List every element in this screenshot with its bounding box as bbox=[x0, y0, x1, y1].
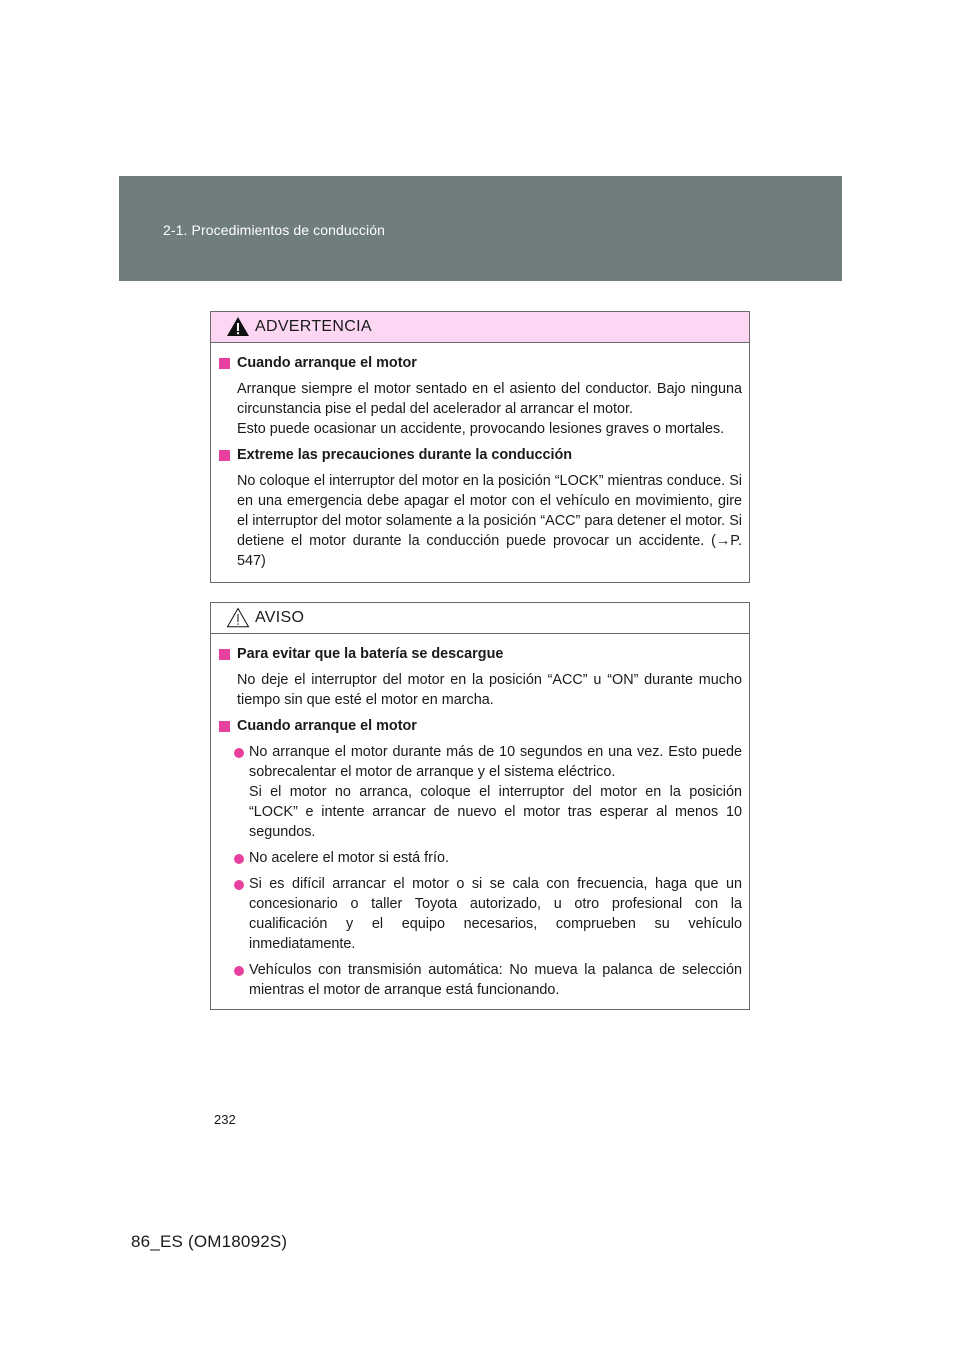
circle-bullet-icon bbox=[234, 966, 244, 976]
warning-item-title: Cuando arranque el motor bbox=[219, 353, 742, 373]
square-marker-icon bbox=[219, 450, 230, 461]
square-marker-icon bbox=[219, 358, 230, 369]
warning-triangle-outline-icon bbox=[226, 607, 250, 628]
list-item: No acelere el motor si está frío. bbox=[219, 848, 742, 868]
page-number: 232 bbox=[214, 1112, 236, 1127]
circle-bullet-icon bbox=[234, 748, 244, 758]
list-item: No arranque el motor durante más de 10 segundos en una vez. Esto puede sobrecalentar el motor de arranque y el sistema eléctrico. Si el motor no arranca, coloque el interruptor del motor en la posición “LOCK” e intente arrancar de nuevo el motor tras esperar al menos 10 segundos. bbox=[219, 742, 742, 842]
notice-box-header bbox=[211, 603, 749, 634]
notice-box bbox=[210, 602, 750, 1010]
document-code: 86_ES (OM18092S) bbox=[131, 1232, 288, 1251]
circle-bullet-icon bbox=[234, 854, 244, 864]
notice-item-title: Cuando arranque el motor bbox=[219, 716, 742, 736]
section-header-bar bbox=[119, 176, 842, 281]
warning-box bbox=[210, 311, 750, 583]
warning-heading: ADVERTENCIA bbox=[255, 318, 372, 335]
warning-triangle-filled-icon bbox=[226, 316, 250, 337]
notice-item-title: Para evitar que la batería se descargue bbox=[219, 644, 742, 664]
list-item: Vehículos con transmisión automática: No mueva la palanca de selección mientras el motor de arranque está funcionando. bbox=[219, 960, 742, 1000]
notice-heading: AVISO bbox=[255, 609, 305, 626]
square-marker-icon bbox=[219, 721, 230, 732]
notice-paragraph: No deje el interruptor del motor en la posición “ACC” u “ON” durante mucho tiempo sin que esté el motor en marcha. bbox=[237, 672, 742, 708]
list-item: Si es difícil arrancar el motor o si se cala con frecuencia, haga que un concesionario o taller Toyota autorizado, u otro profesional con la cualificación y el equipo necesarios, comprueben su vehículo inmediatamente. bbox=[219, 874, 742, 954]
square-marker-icon bbox=[219, 649, 230, 660]
circle-bullet-icon bbox=[234, 880, 244, 890]
warning-box-header bbox=[211, 312, 749, 343]
warning-item-title: Extreme las precauciones durante la conducción bbox=[219, 445, 742, 465]
warning-paragraph: Esto puede ocasionar un accidente, provocando lesiones graves o mortales. bbox=[237, 421, 725, 437]
notice-content bbox=[211, 634, 749, 1000]
section-title: 2-1. Procedimientos de conducción bbox=[163, 222, 385, 238]
warning-paragraph: Arranque siempre el motor sentado en el asiento del conductor. Bajo ninguna circunstancia pise el pedal del acelerador al arrancar el motor. bbox=[237, 381, 742, 417]
warning-paragraph: No coloque el interruptor del motor en la posición “LOCK” mientras conduce. Si en una emergencia debe apagar el motor con el vehículo en movimiento, gire el interruptor del motor solamente a la posición “ACC” para detener el motor. Si detiene el motor durante la conducción puede provocar un accidente. (→P. 547) bbox=[237, 473, 742, 569]
warning-content bbox=[211, 343, 749, 571]
